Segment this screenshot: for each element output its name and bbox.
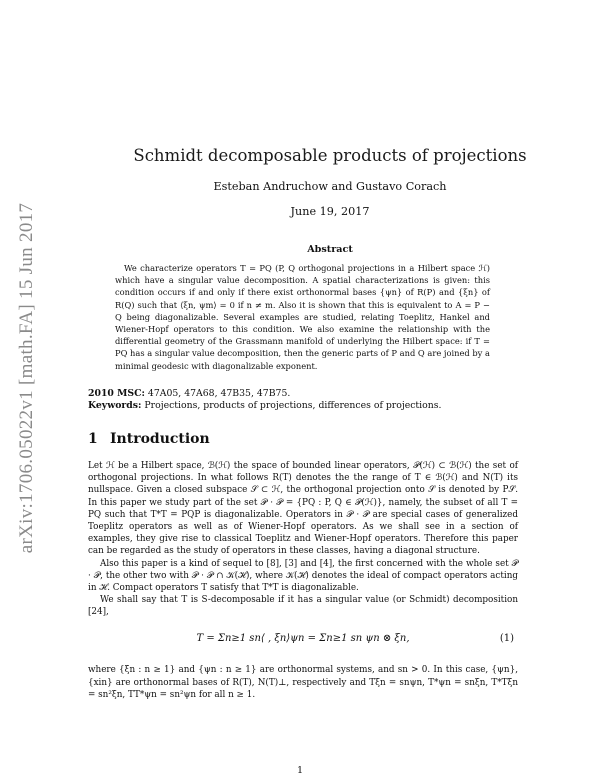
intro-paragraph: We shall say that T is S-decomposable if it has a singular value (or Schmidt) decomposition [24],: [88, 595, 518, 618]
equation-body: T = Σn≥1 sn⟨ , ξn⟩ψn = Σn≥1 sn ψn ⊗ ξn,: [196, 633, 410, 644]
keywords-label: Keywords:: [88, 400, 142, 412]
msc-line: [88, 388, 518, 400]
section-title: Introduction: [110, 431, 210, 447]
equation-number: (1): [499, 633, 514, 644]
paper-authors: Esteban Andruchow and Gustavo Corach: [213, 180, 447, 193]
paper-date: June 19, 2017: [290, 205, 370, 218]
intro-paragraph: Also this paper is a kind of sequel to [8], [3] and [4], the first concerned with the whole set 𝒫 · 𝒫, the other two with 𝒫 · 𝒫 ∩ 𝒦(ℋ), where 𝒦(ℋ) denotes the ideal of compact operators acting in ℋ. Compact operators T satisfy that T*T is diagonalizable.: [88, 558, 518, 594]
paper-title: Schmidt decomposable products of projections: [133, 146, 527, 165]
abstract-body: We characterize operators T = PQ (P, Q orthogonal projections in a Hilbert space ℋ) which have a singular value decomposition. A spatial characterizations is given: this condition occurs if and only if there exist orthonormal bases {ψn} of R(P) and {ξn} of R(Q) such that ⟨ξn, ψm⟩ = 0 if n ≠ m. Also it is shown that this is equivalent to A = P − Q being diagonalizable. Several examples are studied, relating Toeplitz, Hankel and Wiener-Hopf operators to this condition. We also examine the relationship with the differential geometry of the Grassmann manifold of underlying the Hilbert space: if T = PQ has a singular value decomposition, then the generic parts of P and Q are joined by a minimal geodesic with diagonalizable exponent.: [115, 263, 490, 371]
section-heading: [88, 431, 210, 447]
keywords-line: [88, 400, 518, 412]
arxiv-id-text: arXiv:1706.05022v1 [math.FA] 15 Jun 2017: [16, 202, 37, 553]
equation-1: [88, 632, 518, 658]
post-equation-text: where {ξn : n ≥ 1} and {ψn : n ≥ 1} are orthonormal systems, and sn > 0. In this case, {ψn}, {xin} are orthonormal bases of R(T), N(T)⊥, respectively and Tξn = snψn, T*ψn = snξn, T*Tξn = sn²ξn, TT*ψn = sn²ψn for all n ≥ 1.: [88, 665, 518, 701]
page-number: 1: [296, 765, 304, 776]
abstract-heading: Abstract: [307, 244, 353, 255]
classification-block: [88, 388, 518, 413]
intro-paragraph: Let ℋ be a Hilbert space, ℬ(ℋ) the space of bounded linear operators, 𝒫(ℋ) ⊂ ℬ(ℋ) the set of orthogonal projections. In what follows R(T) denotes the the range of T ∈ ℬ(ℋ) and N(T) its nullspace. Given a closed subspace 𝒮 ⊂ ℋ, the orthogonal projection onto 𝒮 is denoted by P𝒮. In this paper we study part of the set 𝒫 · 𝒫 = {PQ : P, Q ∈ 𝒫(ℋ)}, namely, the subset of all T = PQ such that T*T = PQP is diagonalizable. Operators in 𝒫 · 𝒫 are special cases of generalized Toeplitz operators as well as of Wiener-Hopf operators. As we shall see in a section of examples, they give rise to classical Toeplitz and Wiener-Hopf operators. Therefore this paper can be regarded as the study of operators in these classes, having a diagonal structure.: [88, 461, 518, 557]
section-number: 1: [88, 431, 98, 447]
msc-value: 47A05, 47A68, 47B35, 47B75.: [144, 388, 291, 399]
msc-label: 2010 MSC:: [88, 388, 145, 399]
arxiv-identifier-stamp: [8, 180, 46, 575]
keywords-value: Projections, products of projections, differences of projections.: [141, 400, 442, 412]
introduction-text: [88, 460, 518, 619]
